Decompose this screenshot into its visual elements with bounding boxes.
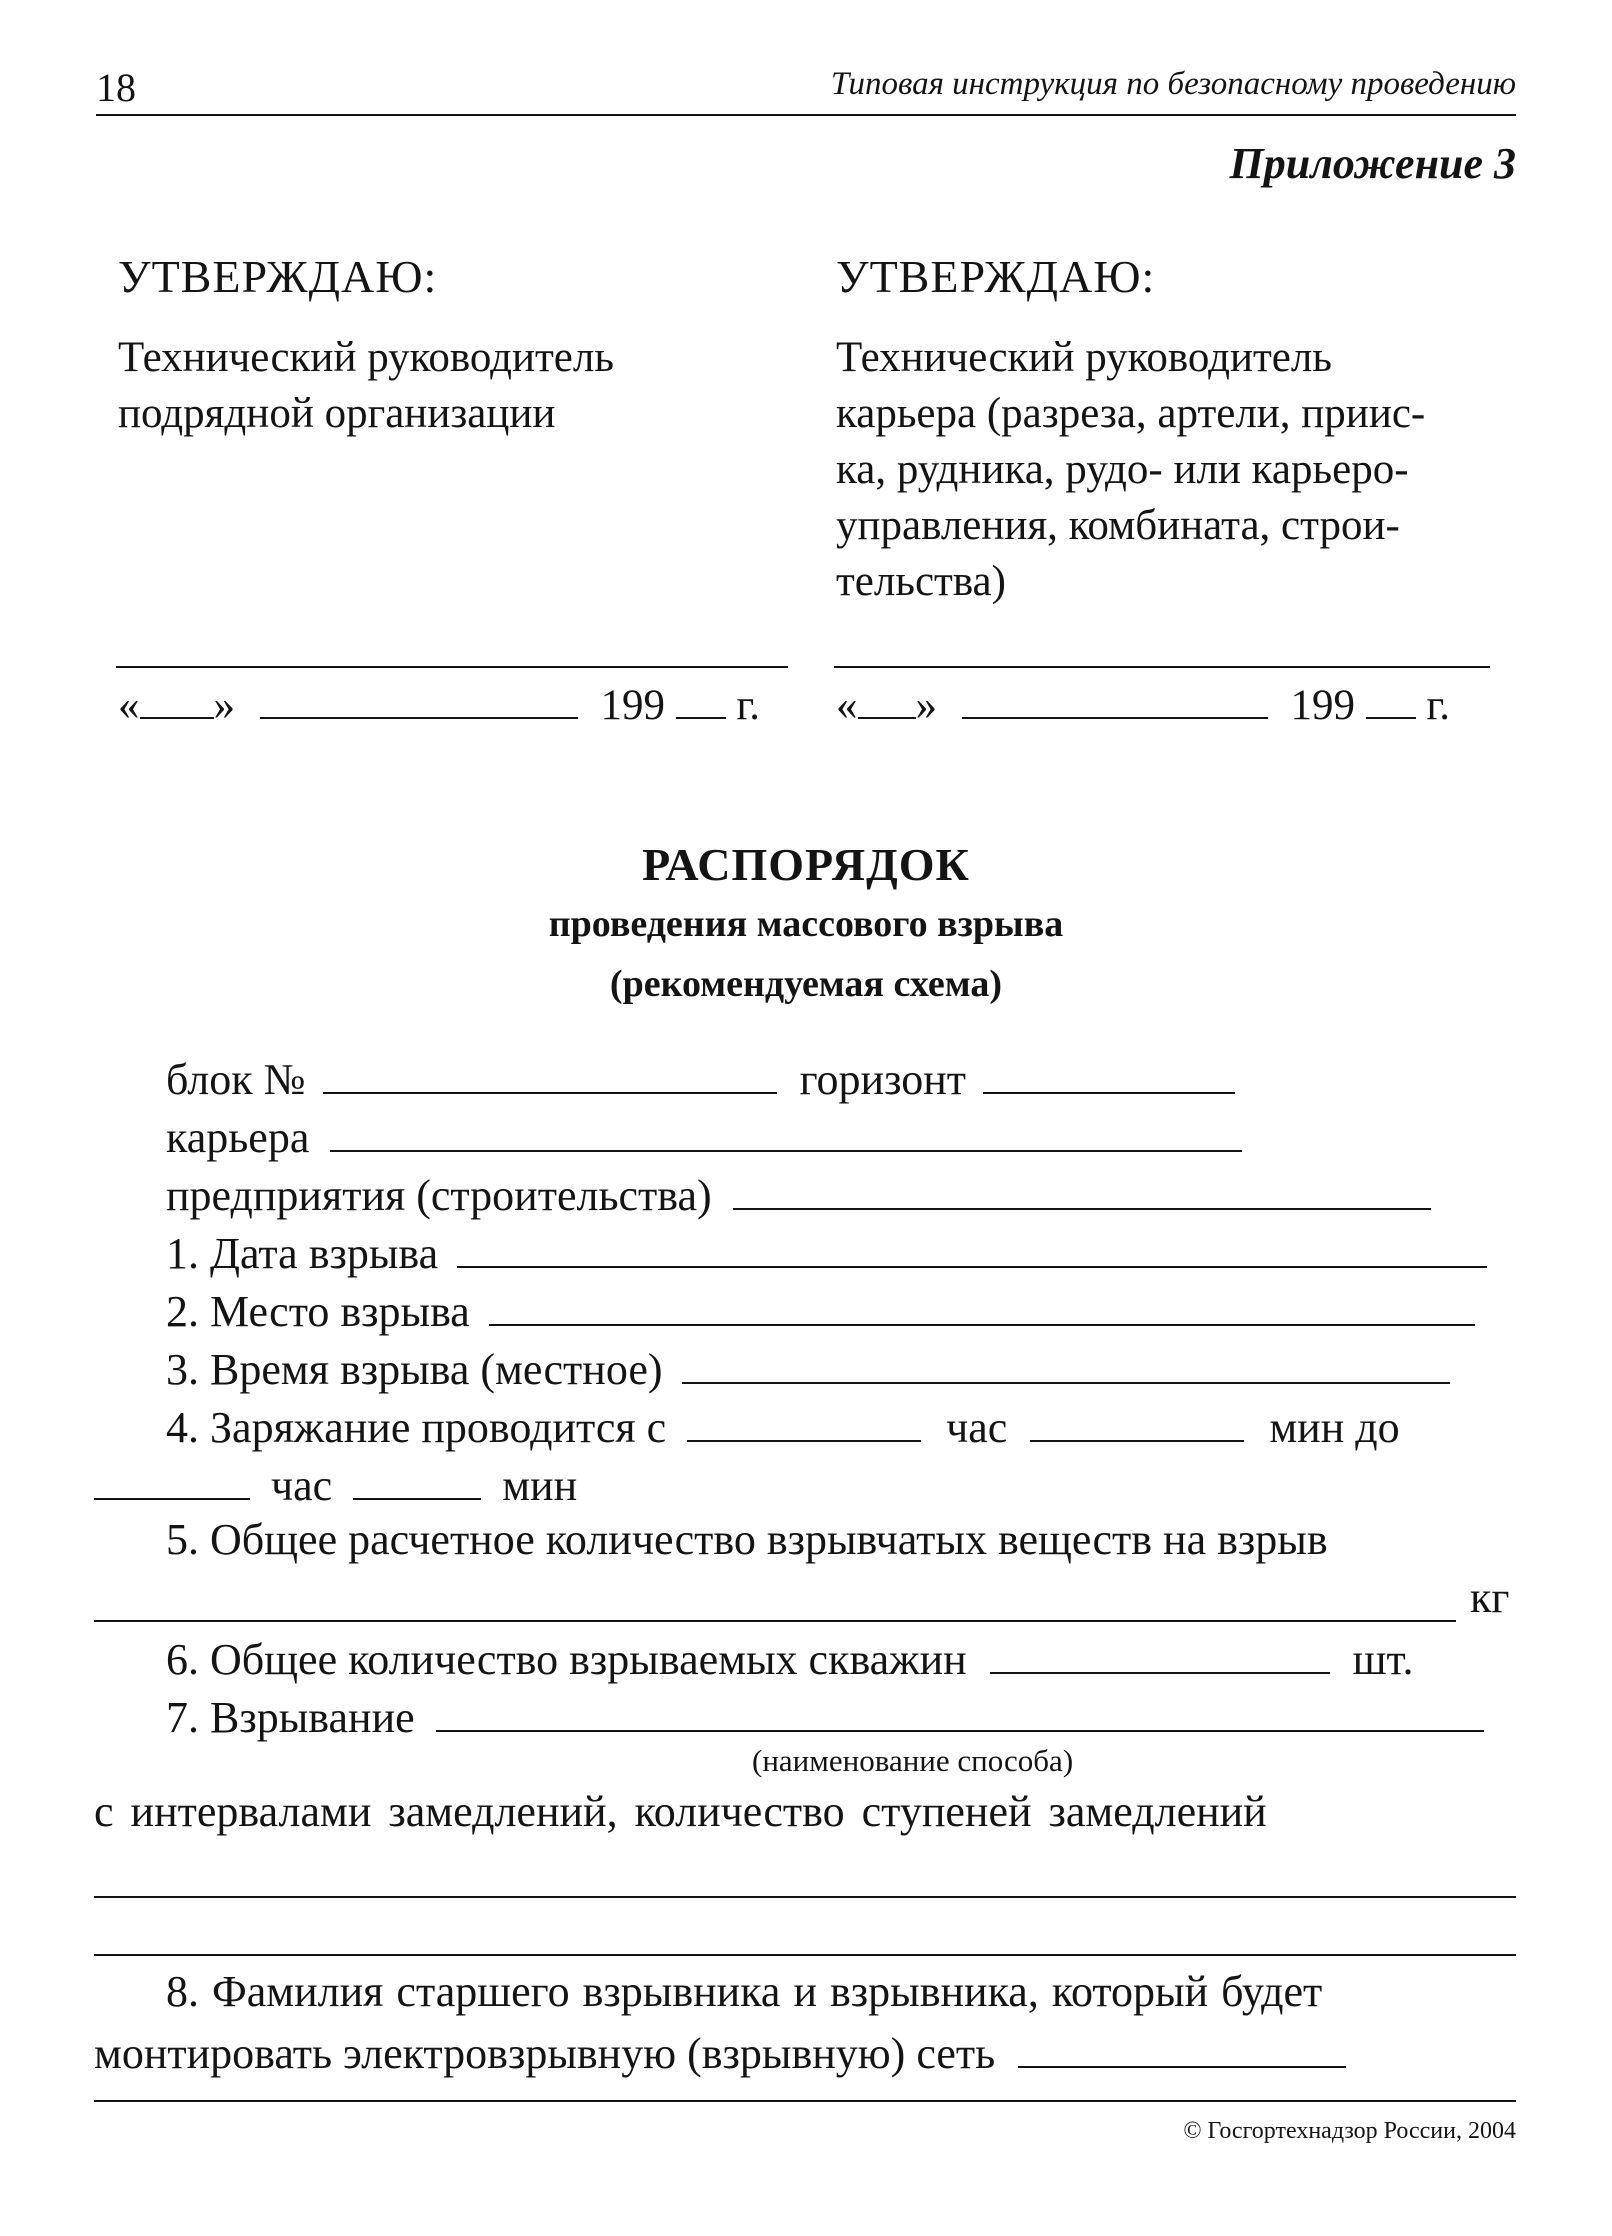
item3-blank (682, 1340, 1450, 1384)
enterprise-label: предприятия (строительства) (166, 1170, 712, 1220)
item8-line1: 8. Фамилия старшего взрывника и взрывника, который будет (166, 1967, 1323, 2016)
approval-left-heading: УТВЕРЖДАЮ: (118, 251, 438, 302)
approval-left-date-line (118, 676, 760, 730)
form-line-item4 (166, 1398, 1400, 1453)
item5-unit: кг (1470, 1573, 1510, 1622)
item7-blank (436, 1688, 1484, 1732)
appendix-label: Приложение 3 (1229, 139, 1516, 188)
horizon-label: горизонт (799, 1054, 967, 1104)
approval-right-year-blank (1366, 676, 1416, 719)
item4-to-hour-blank (94, 1456, 250, 1500)
item6-blank (990, 1630, 1330, 1674)
item4-from-hour-blank (687, 1398, 921, 1442)
item6-label: 6. Общее количество взрываемых скважин (166, 1634, 967, 1684)
running-title: Типовая инструкция по безопасному проведению (830, 66, 1516, 102)
block-no-label: блок № (166, 1054, 306, 1104)
form-line-quarry (166, 1108, 1242, 1163)
item2-label: 2. Место взрыва (166, 1286, 470, 1336)
form-line-item4-cont (94, 1456, 577, 1511)
item2-blank (489, 1282, 1475, 1326)
approval-right-heading: УТВЕРЖДАЮ: (836, 251, 1156, 302)
horizon-blank (983, 1050, 1235, 1094)
item4-hour-label: час (946, 1402, 1008, 1452)
approval-right-open-quote: « (836, 681, 858, 729)
form-line-item7 (166, 1688, 1484, 1743)
item8-line2: монтировать электровзрывную (взрывную) сеть (94, 2028, 996, 2078)
item4-from-min-blank (1030, 1398, 1244, 1442)
form-line-item3 (166, 1340, 1450, 1395)
form-line-item2 (166, 1282, 1475, 1337)
approval-right-close-quote: » (915, 681, 937, 729)
item5-label: 5. Общее расчетное количество взрывчатых веществ на взрыв (166, 1515, 1328, 1564)
item7-label: 7. Взрывание (166, 1692, 415, 1742)
item4-min2-label: мин (502, 1460, 578, 1510)
quarry-label: карьера (166, 1112, 310, 1162)
item5-blank (94, 1620, 1456, 1622)
block-no-blank (323, 1050, 777, 1094)
approval-left-signature-line (116, 666, 788, 668)
item4-min-to-label: мин до (1269, 1402, 1400, 1452)
approval-right-position-line2: карьера (разреза, артели, приис- (836, 390, 1426, 437)
document-scheme: (рекомендуемая схема) (609, 963, 1003, 1005)
approval-left-position-line1: Технический руководитель (118, 334, 614, 381)
page-number: 18 (96, 65, 136, 110)
item3-label: 3. Время взрыва (местное) (166, 1344, 663, 1394)
approval-right-year-suffix: г. (1426, 681, 1451, 729)
approval-left-year: 199 (600, 681, 665, 729)
form-line-item6 (166, 1630, 1413, 1685)
form-line-block (166, 1050, 1235, 1105)
item7-hint: (наименование способа) (752, 1743, 1074, 1778)
item1-label: 1. Дата взрыва (166, 1228, 439, 1278)
approval-right-month-blank (962, 676, 1268, 719)
approval-right-position-line3: ка, рудника, рудо- или карьеро- (836, 446, 1409, 493)
item4-hour2-label: час (271, 1460, 333, 1510)
approval-right-day-blank (858, 676, 916, 719)
document-subtitle: проведения массового взрыва (548, 903, 1064, 945)
item6-unit: шт. (1352, 1634, 1414, 1684)
form-line-item1 (166, 1224, 1487, 1279)
approval-right-year: 199 (1290, 681, 1355, 729)
quarry-blank (330, 1108, 1242, 1152)
approval-right-date-line (836, 676, 1450, 730)
approval-left-day-blank (140, 676, 214, 719)
document-title: РАСПОРЯДОК (642, 839, 970, 890)
approval-left-position-line2: подрядной организации (118, 390, 556, 437)
approval-left-month-blank (260, 676, 578, 719)
approval-left-open-quote: « (118, 681, 140, 729)
item4-label: 4. Заряжание проводится с (166, 1402, 667, 1452)
enterprise-blank (733, 1166, 1431, 1210)
header-rule (96, 114, 1516, 116)
form-line-item8-cont (94, 2024, 1346, 2079)
item8-blank-line2 (94, 2100, 1516, 2102)
item7-blank-line1 (94, 1896, 1516, 1898)
item7-continuation: с интервалами замедлений, количество ступеней замедлений (94, 1787, 1267, 1836)
approval-left-year-blank (676, 676, 726, 719)
item1-blank (457, 1224, 1487, 1268)
approval-left-year-suffix: г. (736, 681, 761, 729)
approval-left-close-quote: » (213, 681, 235, 729)
copyright-footer: © Госгортехнадзор России, 2004 (1183, 2118, 1516, 2144)
item7-blank-line2 (94, 1954, 1516, 1956)
approval-right-position-line1: Технический руководитель (836, 334, 1332, 381)
approval-right-position-line5: тельства) (836, 558, 1006, 605)
approval-right-signature-line (834, 666, 1490, 668)
item8-blank (1018, 2024, 1346, 2068)
approval-right-position-line4: управления, комбината, строи- (836, 502, 1400, 549)
form-line-enterprise (166, 1166, 1431, 1221)
item4-to-min-blank (353, 1456, 481, 1500)
